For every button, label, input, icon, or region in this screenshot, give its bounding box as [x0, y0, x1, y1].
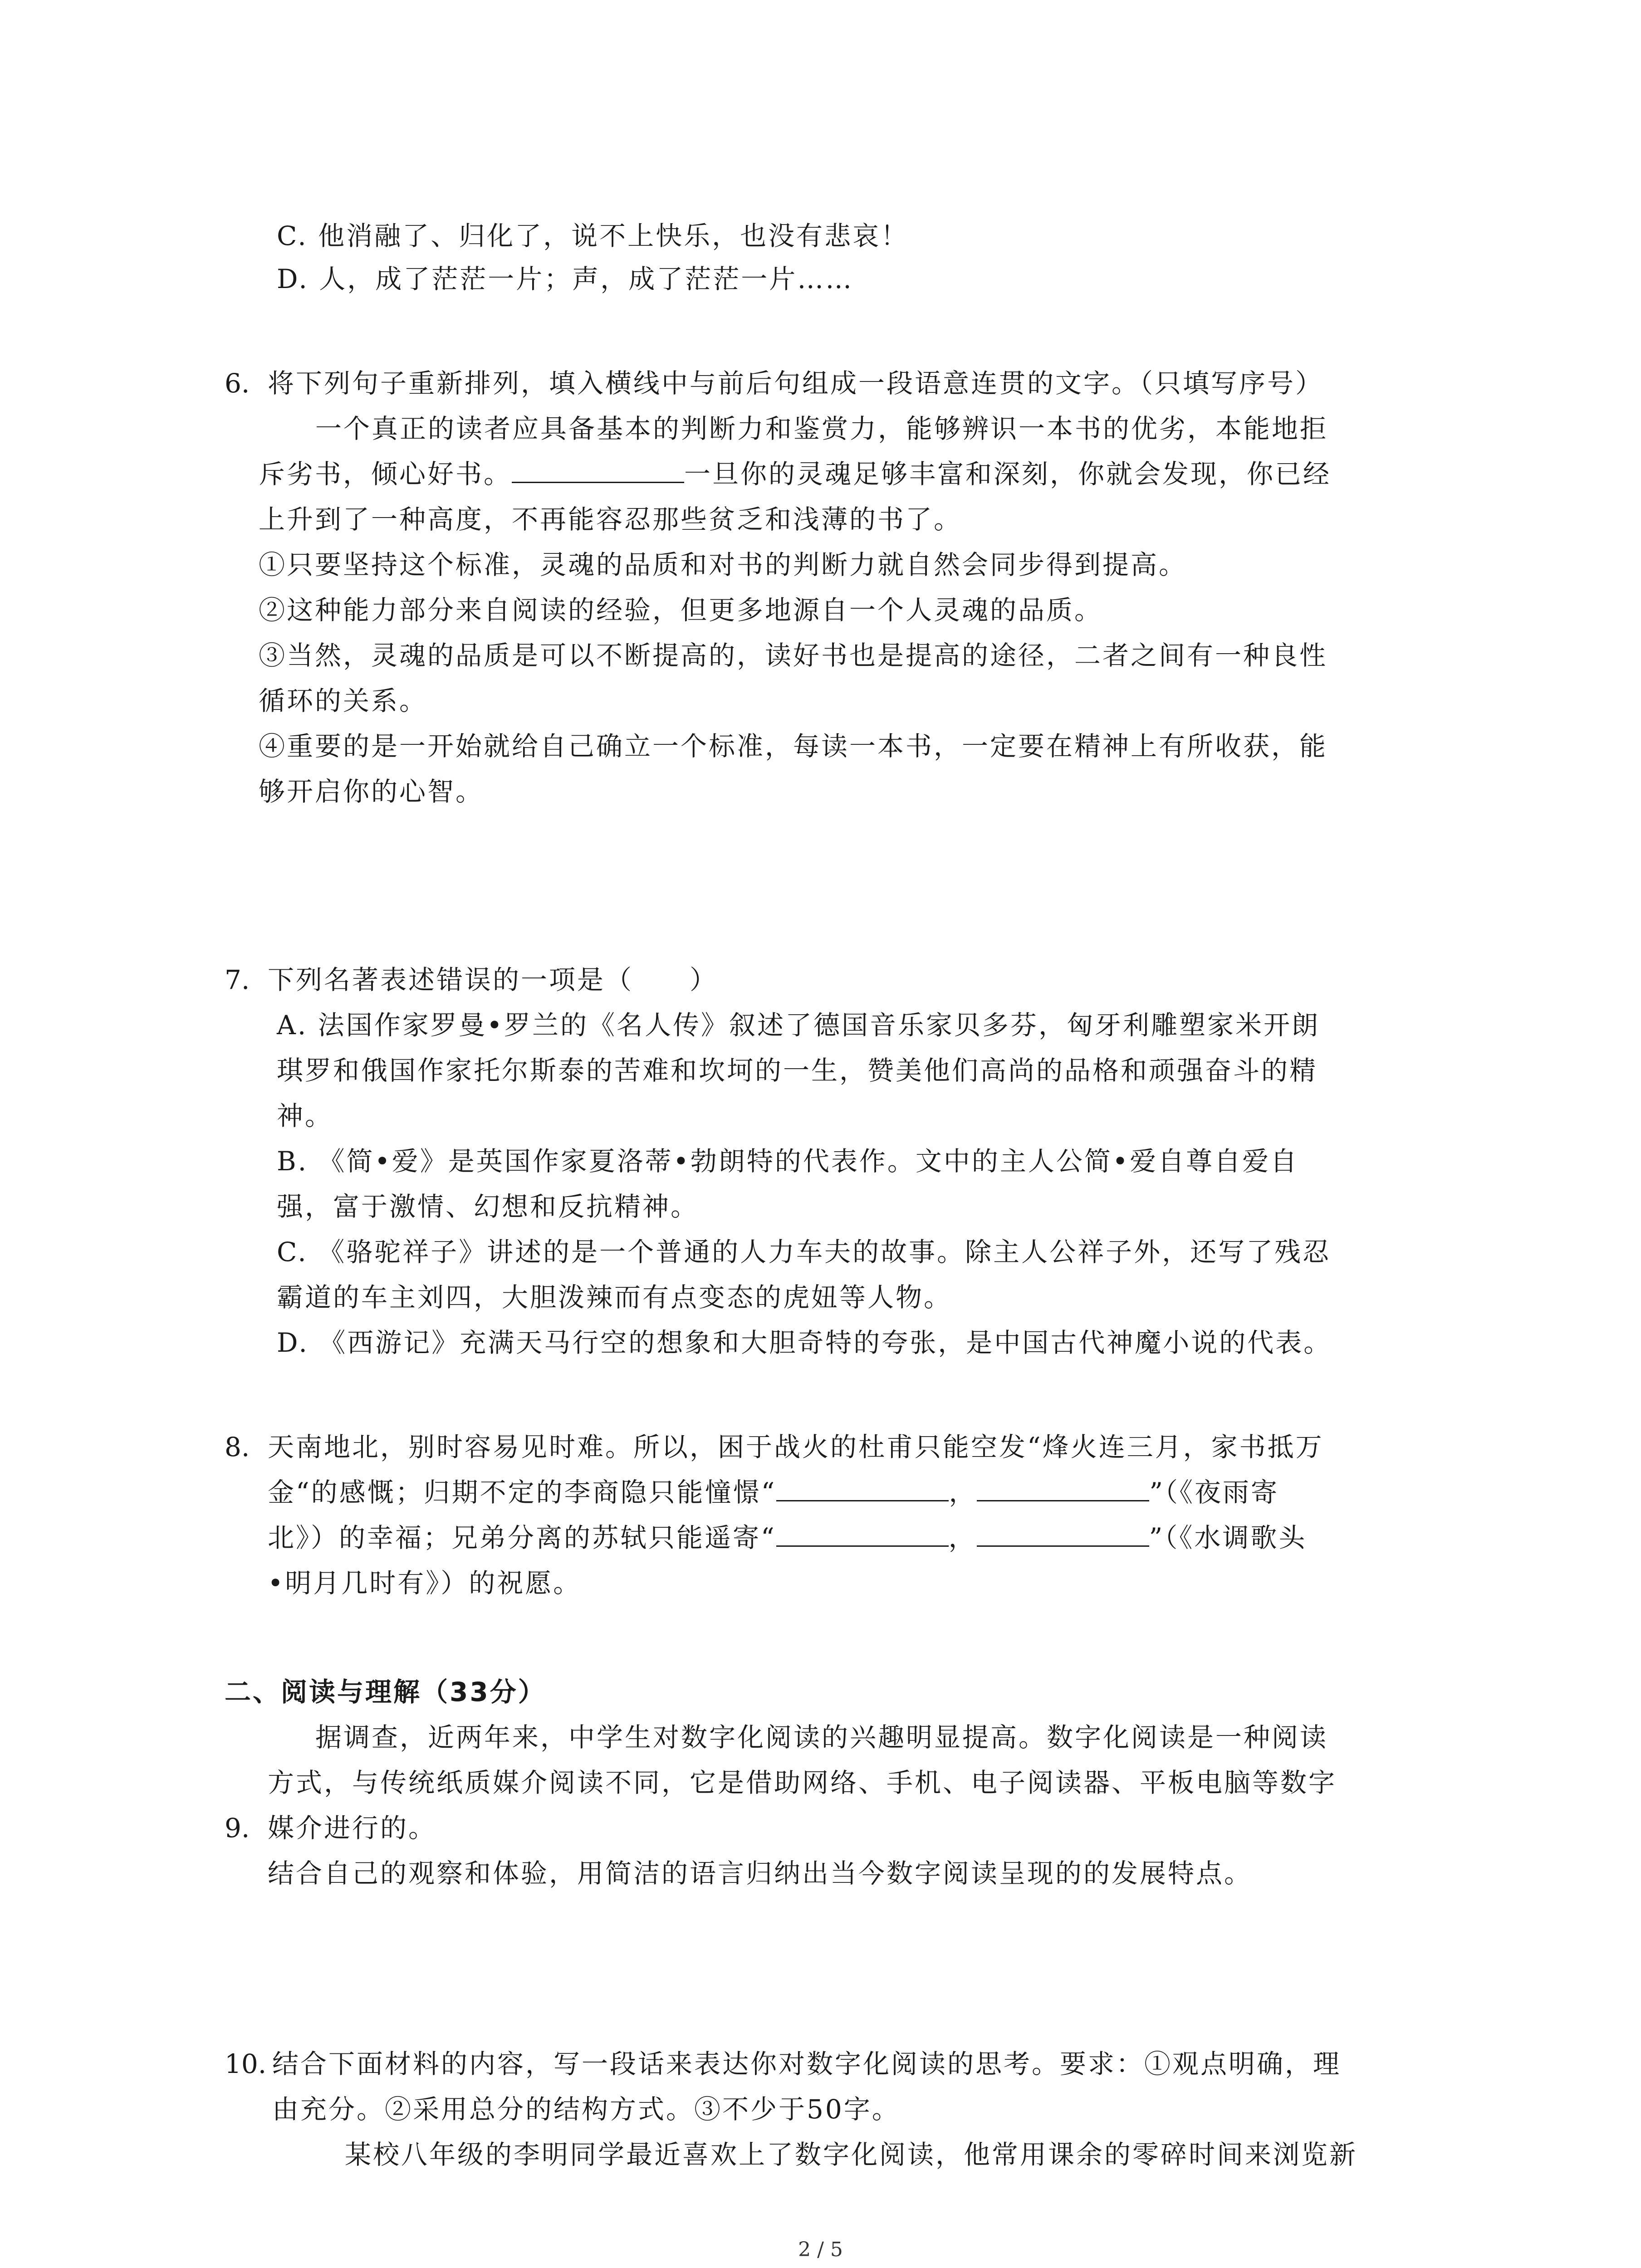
q9-paragraph-line-2: 方式，与传统纸质媒介阅读不同，它是借助网络、手机、电子阅读器、平板电脑等数字	[268, 1767, 1337, 1798]
q7-option-d: D. 《西游记》充满天马行空的想象和大胆奇特的夸张，是中国古代神魔小说的代表。	[277, 1327, 1332, 1358]
section-heading: 二、阅读与理解（33分）	[225, 1677, 546, 1707]
q6-paragraph-after-blank: 一旦你的灵魂足够丰富和深刻，你就会发现，你已经	[684, 459, 1332, 489]
q8-blank-1[interactable]	[776, 1475, 949, 1501]
q6-paragraph-before-blank: 斥劣书，倾心好书。	[259, 459, 512, 489]
q8-line-3	[268, 1520, 1307, 1556]
q7-option-c-line-2: 霸道的车主刘四，大胆泼辣而有点变态的虎妞等人物。	[277, 1282, 952, 1313]
q9-question: 结合自己的观察和体验，用简洁的语言归纳出当今数字阅读呈现的的发展特点。	[268, 1858, 1253, 1889]
q8-line-2-text: 金“的感慨；归期不定的李商隐只能憧憬“	[268, 1477, 777, 1508]
q8-blank-3[interactable]	[776, 1520, 949, 1547]
q5-option-d: D. 人，成了茫茫一片；声，成了茫茫一片……	[277, 264, 854, 294]
q6-paragraph-line-3: 上升到了一种高度，不再能容忍那些贫乏和浅薄的书了。	[259, 504, 962, 535]
q10-line-2: 由充分。②采用总分的结构方式。③不少于50字。	[272, 2094, 900, 2125]
q8-line-2	[268, 1474, 1279, 1510]
q6-sentence-2: ②这种能力部分来自阅读的经验，但更多地源自一个人灵魂的品质。	[259, 595, 1103, 626]
q7-option-a-line-3: 神。	[277, 1100, 333, 1131]
q6-paragraph-line-1: 一个真正的读者应具备基本的判断力和鉴赏力，能够辨识一本书的优劣，本能地拒	[315, 413, 1328, 444]
q9-paragraph-line-3: 媒介进行的。	[268, 1813, 437, 1843]
q6-sentence-1: ①只要坚持这个标准，灵魂的品质和对书的判断力就自然会同步得到提高。	[259, 549, 1187, 580]
page-number: 2 / 5	[798, 2238, 843, 2261]
q8-line-4: •明月几时有》）的祝愿。	[268, 1568, 582, 1598]
q9-number: 9.	[225, 1813, 250, 1843]
q8-blank-4[interactable]	[977, 1520, 1149, 1547]
q6-stem: 将下列句子重新排列，填入横线中与前后句组成一段语意连贯的文字。（只填写序号）	[268, 368, 1324, 399]
q7-stem: 下列名著表述错误的一项是（ ）	[268, 964, 718, 995]
q6-sentence-4-line-2: 够开启你的心智。	[259, 776, 484, 807]
q8-line-3-comma: ，	[948, 1522, 977, 1553]
q7-option-b-line-2: 强，富于激情、幻想和反抗精神。	[277, 1191, 699, 1222]
q8-line-3-text: 北》）的幸福；兄弟分离的苏轼只能遥寄“	[268, 1522, 776, 1553]
q8-blank-2[interactable]	[977, 1475, 1149, 1501]
q8-line-3-source: ”（《水调歌头	[1149, 1522, 1307, 1553]
q6-paragraph-line-2	[259, 456, 1331, 492]
q10-line-1: 结合下面材料的内容，写一段话来表达你对数字化阅读的思考。要求：①观点明确，理	[272, 2048, 1342, 2079]
q6-number: 6.	[225, 368, 250, 399]
q7-option-a-line-1: A. 法国作家罗曼•罗兰的《名人传》叙述了德国音乐家贝多芬，匈牙利雕塑家米开朗	[277, 1010, 1320, 1041]
q7-option-c-line-1: C. 《骆驼祥子》讲述的是一个普通的人力车夫的故事。除主人公祥子外，还写了残忍	[277, 1237, 1331, 1267]
q8-line-2-comma: ，	[949, 1477, 977, 1508]
q9-paragraph-line-1: 据调查，近两年来，中学生对数字化阅读的兴趣明显提高。数字化阅读是一种阅读	[315, 1722, 1328, 1753]
q7-option-a-line-2: 琪罗和俄国作家托尔斯泰的苦难和坎坷的一生，赞美他们高尚的品格和顽强奋斗的精	[277, 1055, 1318, 1086]
q10-line-3: 某校八年级的李明同学最近喜欢上了数字化阅读，他常用课余的零碎时间来浏览新	[345, 2139, 1358, 2170]
q7-option-b-line-1: B. 《简•爱》是英国作家夏洛蒂•勃朗特的代表作。文中的主人公简•爱自尊自爱自	[277, 1146, 1299, 1177]
q8-line-2-source: ”（《夜雨寄	[1149, 1477, 1279, 1508]
q10-number: 10.	[225, 2048, 267, 2079]
q6-sentence-4-line-1: ④重要的是一开始就给自己确立一个标准，每读一本书，一定要在精神上有所收获，能	[259, 731, 1328, 762]
q5-option-c: C. 他消融了、归化了，说不上快乐，也没有悲哀！	[277, 220, 909, 251]
q8-line-1: 天南地北，别时容易见时难。所以，困于战火的杜甫只能空发“烽火连三月，家书抵万	[268, 1432, 1324, 1462]
q8-number: 8.	[225, 1432, 250, 1462]
q7-number: 7.	[225, 964, 250, 995]
q6-answer-blank[interactable]	[512, 456, 684, 483]
q6-sentence-3-line-1: ③当然，灵魂的品质是可以不断提高的，读好书也是提高的途径，二者之间有一种良性	[259, 640, 1328, 671]
q6-sentence-3-line-2: 循环的关系。	[259, 685, 428, 716]
